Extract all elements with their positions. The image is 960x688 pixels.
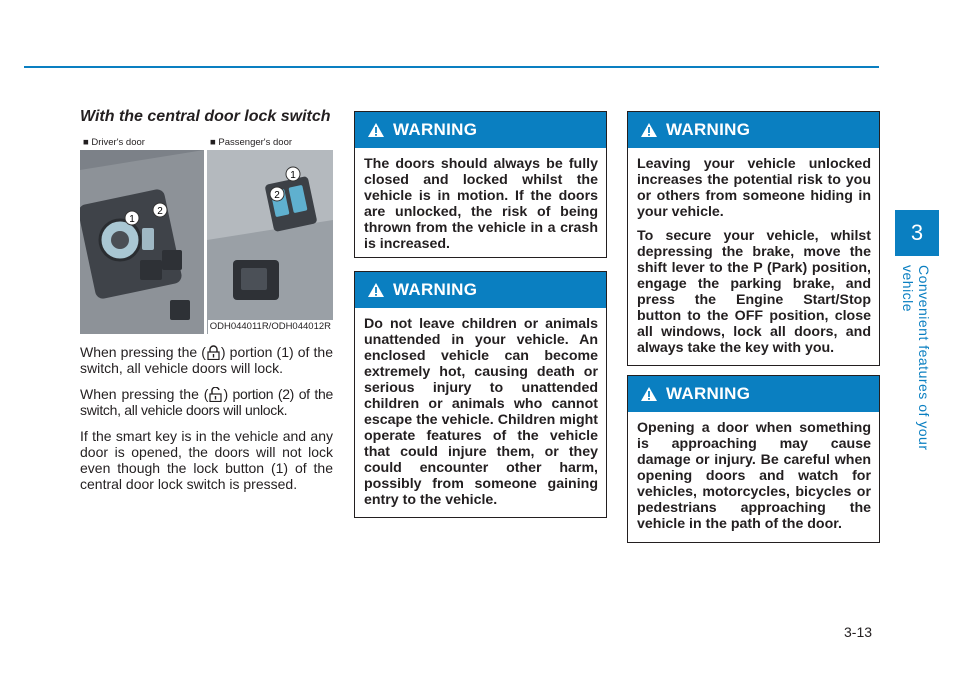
passengers-door-caption: ■ Passenger's door: [207, 136, 333, 150]
left-column: [80, 108, 333, 492]
warning-text: Leaving your vehicle unlocked increases the potential risk to you or others from someone hiding in your vehicle.: [637, 156, 871, 220]
drivers-door-switch-illustration: [80, 150, 204, 334]
header-rule: [24, 66, 879, 68]
warning-text: Opening a door when something is approaching may cause damage or injury. Be careful when opening doors and watch for vehicles, motorcycles, bicycles or pedestrians approaching the vehicle in the path of the door.: [637, 420, 871, 532]
warning-box-unlocked-vehicle: [627, 111, 880, 366]
warning-title: WARNING: [393, 120, 478, 139]
warning-text: To secure your vehicle, whilst depressing the brake, move the shift lever to the P (Park) position, engage the parking brake, and press the Engine Start/Stop button to the OFF position, close all windows, lock all doors, and always take the key with you.: [637, 228, 871, 356]
warning-header: [355, 272, 606, 308]
warning-box-opening-door: [627, 375, 880, 543]
warning-body: [355, 308, 606, 518]
warning-header: [628, 376, 879, 412]
warning-body: [355, 148, 606, 262]
warning-title: WARNING: [393, 280, 478, 299]
unlock-paragraph: [80, 386, 333, 418]
passengers-door-switch-illustration: [207, 150, 333, 334]
warning-triangle-icon: [640, 122, 658, 138]
page-number: 3-13: [844, 624, 873, 640]
unlock-icon: [209, 387, 222, 402]
warning-box-doors-closed: [354, 111, 607, 258]
lock-icon: [207, 345, 220, 360]
chapter-number-tab: 3: [895, 210, 939, 256]
callout-1-right: 1: [290, 170, 296, 181]
warning-header: [355, 112, 606, 148]
drivers-door-caption: ■ Driver's door: [80, 136, 204, 150]
drivers-door-photo: [80, 136, 204, 334]
warning-title: WARNING: [666, 120, 751, 139]
warning-triangle-icon: [367, 122, 385, 138]
chapter-title: Convenient features of your vehicle: [900, 265, 932, 451]
door-switch-figure: [80, 136, 333, 334]
warning-body: [628, 148, 879, 366]
warning-body: [628, 412, 879, 542]
warning-text: Do not leave children or animals unattended in your vehicle. An enclosed vehicle can become extremely hot, causing death or serious injury to unattended children or animals who cannot escape the vehicle. Children might operate features of the vehicle that could injure them, or they could encounter other harm, possibly from someone gaining entry to the vehicle.: [364, 316, 598, 508]
figure-code: ODH044011R/ODH044012R: [209, 321, 331, 332]
warning-header: [628, 112, 879, 148]
unlock-paragraph-end: ) portion (2) of the switch, all vehicle doors will unlock.: [80, 386, 333, 418]
unlock-paragraph-start: When pressing the (: [80, 386, 209, 402]
lock-paragraph-start: When pressing the (: [80, 344, 206, 360]
callout-2-right: 2: [274, 190, 280, 201]
callout-2-left: 2: [157, 206, 163, 217]
section-heading: With the central door lock switch: [80, 108, 331, 125]
warning-title: WARNING: [666, 384, 751, 403]
callout-1-left: 1: [129, 214, 135, 225]
lock-paragraph-end: ) portion (1) of the switch, all vehicle doors will lock.: [80, 344, 333, 376]
warning-box-children-animals: [354, 271, 607, 518]
passengers-door-photo: [207, 136, 333, 334]
warning-triangle-icon: [640, 386, 658, 402]
warning-triangle-icon: [367, 282, 385, 298]
smart-key-paragraph: If the smart key is in the vehicle and any door is opened, the doors will not lock even though the lock button (1) of the central door lock switch is pressed.: [80, 428, 333, 492]
lock-paragraph: [80, 344, 333, 376]
warning-text: The doors should always be fully closed and locked whilst the vehicle is in motion. If the doors are unlocked, the risk of being thrown from the vehicle in a crash is increased.: [364, 156, 598, 252]
